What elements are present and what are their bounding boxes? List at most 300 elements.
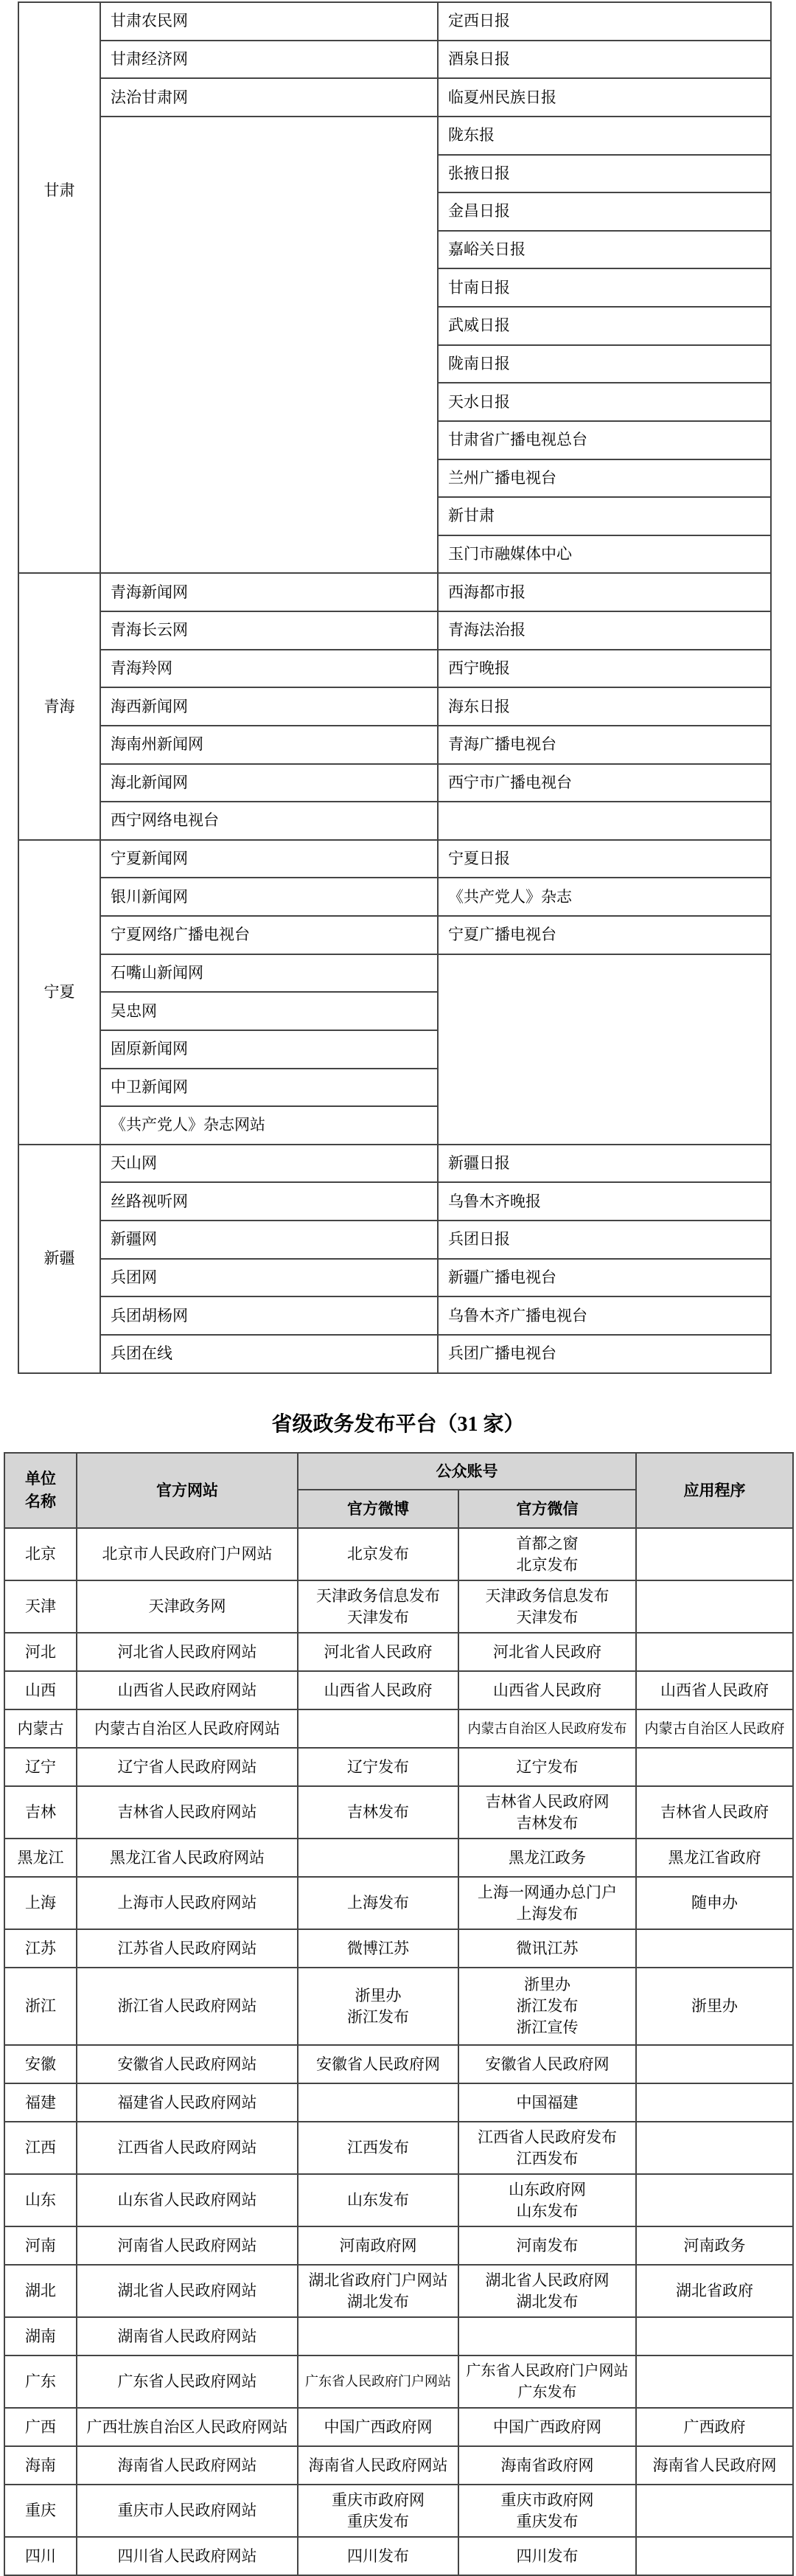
app-cell-line: 河南政务 — [683, 2236, 746, 2254]
official-website-cell: 江苏省人民政府网站 — [77, 1929, 298, 1968]
app-cell-line: 海南省人民政府网 — [652, 2456, 777, 2474]
official-weibo-cell — [298, 2265, 458, 2317]
official-weibo-cell — [298, 1633, 458, 1671]
header-public-accounts: 公众账号 — [298, 1453, 636, 1490]
official-wechat-cell-line: 浙里办 — [524, 1976, 570, 1993]
unit-name-cell: 江苏 — [4, 1929, 77, 1968]
province-label: 青海 — [43, 697, 75, 715]
media-table-row — [18, 1182, 771, 1221]
gov-table-row — [4, 2122, 793, 2174]
official-weibo-cell-line: 安徽省人民政府网 — [316, 2055, 440, 2073]
official-weibo-cell-line: 山东发布 — [347, 2191, 409, 2209]
unit-name-cell: 北京 — [4, 1528, 77, 1580]
official-wechat-cell — [458, 1877, 636, 1929]
official-wechat-cell-line: 中国福建 — [516, 2093, 579, 2111]
media-table-body — [18, 2, 771, 1373]
website-cell: 吴忠网 — [100, 992, 438, 1030]
newspaper-cell: 西宁市广播电视台 — [438, 764, 771, 802]
unit-name-cell: 辽宁 — [4, 1748, 77, 1786]
app-cell-line: 吉林省人民政府 — [660, 1803, 769, 1821]
official-wechat-cell-line: 重庆市政府网 — [500, 2490, 594, 2509]
official-website-cell: 北京市人民政府门户网站 — [77, 1528, 298, 1580]
official-wechat-cell-line: 北京发布 — [516, 1555, 579, 1574]
app-cell — [636, 2408, 793, 2446]
app-cell — [636, 1748, 793, 1786]
gov-table-row — [4, 2408, 793, 2446]
newspaper-cell: 《共产党人》杂志 — [438, 878, 771, 916]
official-weibo-cell-line: 江西发布 — [347, 2139, 409, 2156]
official-wechat-cell-line: 黑龙江政务 — [509, 1848, 586, 1867]
app-cell — [636, 1968, 793, 2045]
unit-name-cell: 湖南 — [4, 2317, 77, 2355]
unit-name-cell: 安徽 — [4, 2045, 77, 2083]
newspaper-cell: 青海法治报 — [438, 611, 771, 650]
official-weibo-cell — [298, 1968, 458, 2045]
newspaper-cell: 嘉峪关日报 — [438, 231, 771, 269]
gov-table-row — [4, 2537, 793, 2575]
app-cell-line: 黑龙江省政府 — [668, 1848, 761, 1867]
official-weibo-cell — [298, 2045, 458, 2083]
official-weibo-cell-line: 吉林发布 — [347, 1803, 409, 1821]
official-weibo-cell — [298, 1709, 458, 1748]
app-cell-line: 浙里办 — [691, 1997, 738, 2015]
header-official-website: 官方网站 — [77, 1453, 298, 1528]
official-weibo-cell — [298, 1877, 458, 1929]
official-weibo-cell-line: 辽宁发布 — [347, 1757, 409, 1776]
unit-name-cell: 四川 — [4, 2537, 77, 2575]
official-wechat-cell — [458, 2446, 636, 2485]
unit-name-cell: 吉林 — [4, 1786, 77, 1839]
media-table-row — [18, 802, 771, 840]
gov-table-row — [4, 1839, 793, 1877]
media-table-row — [18, 878, 771, 916]
official-wechat-cell — [458, 2408, 636, 2446]
official-weibo-cell — [298, 1786, 458, 1839]
official-wechat-cell-line: 海南省政府网 — [500, 2456, 594, 2474]
newspaper-cell: 临夏州民族日报 — [438, 78, 771, 117]
official-website-cell: 浙江省人民政府网站 — [77, 1968, 298, 2045]
official-website-cell: 山西省人民政府网站 — [77, 1671, 298, 1709]
media-table-row — [18, 650, 771, 688]
gov-table-row — [4, 2265, 793, 2317]
official-weibo-cell-line: 浙里办 — [355, 1986, 402, 2004]
official-weibo-cell-line: 北京发布 — [347, 1545, 409, 1563]
newspaper-cell — [438, 802, 771, 840]
official-wechat-cell-line: 山东发布 — [516, 2201, 579, 2220]
province-label: 宁夏 — [43, 982, 75, 1001]
unit-name-cell: 江西 — [4, 2122, 77, 2174]
header-official-wechat: 官方微信 — [458, 1490, 636, 1528]
gov-table-row — [4, 2317, 793, 2355]
unit-name-cell: 海南 — [4, 2446, 77, 2485]
app-cell — [636, 2317, 793, 2355]
unit-name-cell: 广东 — [4, 2355, 77, 2408]
official-wechat-cell-line: 吉林发布 — [516, 1813, 579, 1832]
provincial-media-table — [18, 1, 772, 1374]
official-weibo-cell-line: 浙江发布 — [347, 2007, 409, 2026]
official-wechat-cell — [458, 2083, 636, 2122]
official-weibo-cell — [298, 2226, 458, 2265]
newspaper-cell: 西宁晚报 — [438, 650, 771, 688]
newspaper-cell: 新甘肃 — [438, 497, 771, 535]
unit-name-cell: 河北 — [4, 1633, 77, 1671]
newspaper-cell: 兵团广播电视台 — [438, 1335, 771, 1373]
website-cell: 西宁网络电视台 — [100, 802, 438, 840]
official-website-cell: 湖北省人民政府网站 — [77, 2265, 298, 2317]
app-cell — [636, 1580, 793, 1633]
app-cell-line: 内蒙古自治区人民政府 — [644, 1721, 785, 1737]
unit-name-cell: 河南 — [4, 2226, 77, 2265]
official-website-cell: 上海市人民政府网站 — [77, 1877, 298, 1929]
media-table-row — [18, 117, 771, 155]
app-cell — [636, 2485, 793, 2537]
newspaper-cell: 甘南日报 — [438, 268, 771, 307]
official-wechat-cell — [458, 1748, 636, 1786]
official-weibo-cell — [298, 1748, 458, 1786]
website-cell: 宁夏网络广播电视台 — [100, 916, 438, 954]
province-label: 甘肃 — [43, 181, 75, 199]
media-table-row — [18, 1259, 771, 1297]
app-cell — [636, 1877, 793, 1929]
official-weibo-cell-line: 重庆市政府网 — [332, 2490, 425, 2509]
official-website-cell: 江西省人民政府网站 — [77, 2122, 298, 2174]
province-cell — [18, 573, 100, 839]
official-wechat-cell — [458, 1786, 636, 1839]
media-table-row — [18, 1296, 771, 1335]
website-cell: 兵团在线 — [100, 1335, 438, 1373]
official-wechat-cell-line: 广东发布 — [517, 2384, 577, 2400]
website-cell: 银川新闻网 — [100, 878, 438, 916]
official-wechat-cell — [458, 2122, 636, 2174]
app-cell — [636, 1528, 793, 1580]
website-cell: 中卫新闻网 — [100, 1069, 438, 1107]
unit-name-cell: 内蒙古 — [4, 1709, 77, 1748]
app-cell — [636, 1839, 793, 1877]
newspaper-cell: 甘肃省广播电视总台 — [438, 421, 771, 459]
media-table-row — [18, 1221, 771, 1259]
media-table-row — [18, 41, 771, 79]
app-cell — [636, 2045, 793, 2083]
app-cell-line: 山西省人民政府 — [660, 1681, 769, 1699]
app-cell — [636, 2226, 793, 2265]
media-table-row — [18, 1145, 771, 1183]
unit-name-cell: 湖北 — [4, 2265, 77, 2317]
newspaper-cell: 金昌日报 — [438, 192, 771, 231]
website-cell: 《共产党人》杂志网站 — [100, 1106, 438, 1145]
official-weibo-cell — [298, 2485, 458, 2537]
official-website-cell: 山东省人民政府网站 — [77, 2174, 298, 2226]
website-cell: 青海羚网 — [100, 650, 438, 688]
official-weibo-cell-line: 海南省人民政府网站 — [308, 2456, 448, 2474]
official-weibo-cell — [298, 2317, 458, 2355]
official-weibo-cell-line: 中国广西政府网 — [324, 2417, 433, 2436]
media-table-row — [18, 687, 771, 726]
gov-table-row — [4, 1929, 793, 1968]
official-weibo-cell — [298, 1528, 458, 1580]
gov-table-row — [4, 1528, 793, 1580]
official-wechat-cell — [458, 1580, 636, 1633]
official-website-cell: 黑龙江省人民政府网站 — [77, 1839, 298, 1877]
newspaper-cell: 定西日报 — [438, 2, 771, 41]
official-wechat-cell — [458, 2485, 636, 2537]
official-wechat-cell-line: 河北省人民政府 — [493, 1642, 601, 1661]
official-wechat-cell-line: 辽宁发布 — [516, 1757, 579, 1776]
official-website-cell: 河北省人民政府网站 — [77, 1633, 298, 1671]
official-weibo-cell-line: 上海发布 — [347, 1894, 409, 1912]
newspaper-cell: 玉门市融媒体中心 — [438, 535, 771, 574]
official-website-cell: 广东省人民政府网站 — [77, 2355, 298, 2408]
gov-table-row — [4, 1748, 793, 1786]
official-wechat-cell — [458, 1528, 636, 1580]
official-wechat-cell-line: 广东省人民政府门户网站 — [466, 2362, 629, 2379]
newspaper-cell: 天水日报 — [438, 383, 771, 421]
official-wechat-cell-line: 湖北省人民政府网 — [485, 2271, 610, 2289]
app-cell-line: 广西政府 — [683, 2417, 746, 2436]
app-cell — [636, 2083, 793, 2122]
official-wechat-cell — [458, 2355, 636, 2408]
website-cell: 海北新闻网 — [100, 764, 438, 802]
official-weibo-cell — [298, 1671, 458, 1709]
official-weibo-cell-line: 湖北省政府门户网站 — [308, 2271, 448, 2289]
gov-table-row — [4, 2174, 793, 2226]
gov-table-row — [4, 1633, 793, 1671]
unit-name-cell: 浙江 — [4, 1968, 77, 2045]
unit-name-cell: 山东 — [4, 2174, 77, 2226]
official-website-cell: 河南省人民政府网站 — [77, 2226, 298, 2265]
app-cell — [636, 1671, 793, 1709]
official-wechat-cell-line: 微讯江苏 — [516, 1939, 579, 1957]
gov-table-header — [4, 1453, 793, 1528]
official-wechat-cell — [458, 1839, 636, 1877]
official-wechat-cell-line: 中国广西政府网 — [493, 2417, 601, 2436]
official-weibo-cell-line: 四川发布 — [347, 2547, 409, 2565]
official-wechat-cell-line: 江西省人民政府发布 — [478, 2128, 617, 2146]
unit-name-cell: 天津 — [4, 1580, 77, 1633]
header-app: 应用程序 — [636, 1453, 793, 1528]
official-wechat-cell — [458, 2174, 636, 2226]
official-wechat-cell — [458, 1968, 636, 2045]
official-website-cell: 辽宁省人民政府网站 — [77, 1748, 298, 1786]
newspaper-cell: 武威日报 — [438, 307, 771, 345]
app-cell — [636, 1709, 793, 1748]
website-cell: 兵团网 — [100, 1259, 438, 1297]
newspaper-cell: 新疆日报 — [438, 1145, 771, 1183]
province-label: 新疆 — [43, 1249, 75, 1268]
official-wechat-cell-line: 河南发布 — [516, 2236, 579, 2254]
gov-table-row — [4, 2083, 793, 2122]
website-cell: 海南州新闻网 — [100, 726, 438, 764]
official-website-cell: 吉林省人民政府网站 — [77, 1786, 298, 1839]
media-table-row — [18, 954, 771, 993]
gov-table-row — [4, 2355, 793, 2408]
media-table-row — [18, 573, 771, 611]
official-weibo-cell — [298, 2122, 458, 2174]
official-wechat-cell-line: 天津发布 — [516, 1608, 579, 1626]
official-weibo-cell-line: 天津发布 — [347, 1608, 409, 1626]
province-cell — [18, 2, 100, 573]
newspaper-cell: 新疆广播电视台 — [438, 1259, 771, 1297]
province-cell — [18, 1145, 100, 1373]
app-cell — [636, 2122, 793, 2174]
gov-table-row — [4, 1786, 793, 1839]
gov-table-row — [4, 1709, 793, 1748]
official-wechat-cell-line: 上海一网通办总门户 — [478, 1883, 617, 1901]
newspaper-cell: 兰州广播电视台 — [438, 459, 771, 498]
official-weibo-cell — [298, 2174, 458, 2226]
official-wechat-cell-line: 浙江宣传 — [516, 2018, 579, 2036]
gov-table-row — [4, 2485, 793, 2537]
official-wechat-cell — [458, 1671, 636, 1709]
website-cell: 甘肃农民网 — [100, 2, 438, 41]
website-cell: 宁夏新闻网 — [100, 840, 438, 878]
newspaper-cell: 宁夏广播电视台 — [438, 916, 771, 954]
app-cell-line: 湖北省政府 — [676, 2282, 753, 2299]
media-table-row — [18, 611, 771, 650]
official-weibo-cell — [298, 2446, 458, 2485]
official-website-cell: 安徽省人民政府网站 — [77, 2045, 298, 2083]
official-weibo-cell — [298, 1580, 458, 1633]
official-weibo-cell — [298, 1929, 458, 1968]
newspaper-cell: 西海都市报 — [438, 573, 771, 611]
official-wechat-cell-line: 山东政府网 — [509, 2180, 586, 2198]
official-wechat-cell-line: 湖北发布 — [516, 2292, 579, 2311]
media-table-row — [18, 726, 771, 764]
app-cell — [636, 2446, 793, 2485]
gov-table-row — [4, 2226, 793, 2265]
app-cell — [636, 2265, 793, 2317]
official-weibo-cell-line: 天津政务信息发布 — [316, 1586, 440, 1605]
media-table-row — [18, 2, 771, 41]
newspaper-cell: 陇南日报 — [438, 345, 771, 383]
unit-name-cell: 上海 — [4, 1877, 77, 1929]
official-wechat-cell-line: 天津政务信息发布 — [485, 1586, 610, 1605]
unit-name-cell: 重庆 — [4, 2485, 77, 2537]
header-unit-name: 单位名称 — [4, 1453, 77, 1528]
official-wechat-cell-line: 吉林省人民政府网 — [485, 1792, 610, 1811]
official-website-cell: 海南省人民政府网站 — [77, 2446, 298, 2485]
official-weibo-cell-line: 重庆发布 — [347, 2512, 409, 2530]
official-wechat-cell — [458, 1709, 636, 1748]
official-weibo-cell-line: 微博江苏 — [347, 1939, 409, 1957]
app-cell — [636, 1633, 793, 1671]
official-website-cell: 湖南省人民政府网站 — [77, 2317, 298, 2355]
gov-table-row — [4, 1580, 793, 1633]
official-wechat-cell — [458, 1633, 636, 1671]
official-website-cell: 内蒙古自治区人民政府网站 — [77, 1709, 298, 1748]
official-wechat-cell — [458, 2265, 636, 2317]
official-weibo-cell-line: 湖北发布 — [347, 2292, 409, 2311]
app-cell — [636, 2355, 793, 2408]
website-cell: 法治甘肃网 — [100, 78, 438, 117]
website-cell: 天山网 — [100, 1145, 438, 1183]
newspaper-merged-empty-cell — [438, 954, 771, 1145]
official-wechat-cell-line: 浙江发布 — [516, 1997, 579, 2015]
app-cell — [636, 1929, 793, 1968]
unit-name-cell: 广西 — [4, 2408, 77, 2446]
media-table-row — [18, 764, 771, 802]
gov-table-row — [4, 1671, 793, 1709]
gov-platform-table-title: 省级政务发布平台（31 家） — [271, 1413, 525, 1436]
app-cell — [636, 2537, 793, 2575]
website-cell: 石嘴山新闻网 — [100, 954, 438, 993]
official-weibo-cell — [298, 2083, 458, 2122]
official-weibo-cell — [298, 2408, 458, 2446]
gov-table-row — [4, 2446, 793, 2485]
website-cell: 青海新闻网 — [100, 573, 438, 611]
newspaper-cell: 海东日报 — [438, 687, 771, 726]
official-wechat-cell-line: 内蒙古自治区人民政府发布 — [467, 1721, 627, 1736]
official-weibo-cell-line: 广东省人民政府门户网站 — [305, 2374, 451, 2389]
official-wechat-cell — [458, 1929, 636, 1968]
official-wechat-cell-line: 四川发布 — [516, 2547, 579, 2565]
media-table-row — [18, 916, 771, 954]
official-website-cell: 天津政务网 — [77, 1580, 298, 1633]
official-wechat-cell-line: 山西省人民政府 — [493, 1681, 601, 1699]
official-website-cell: 福建省人民政府网站 — [77, 2083, 298, 2122]
newspaper-cell: 陇东报 — [438, 117, 771, 155]
official-weibo-cell-line: 河南政府网 — [339, 2236, 417, 2254]
media-table-row — [18, 1335, 771, 1373]
official-wechat-cell — [458, 2317, 636, 2355]
newspaper-cell: 乌鲁木齐广播电视台 — [438, 1296, 771, 1335]
gov-platform-table — [4, 1452, 794, 2576]
newspaper-cell: 兵团日报 — [438, 1221, 771, 1259]
unit-name-cell: 福建 — [4, 2083, 77, 2122]
official-wechat-cell-line: 重庆发布 — [516, 2512, 579, 2530]
official-weibo-cell — [298, 2537, 458, 2575]
media-table-row — [18, 78, 771, 117]
website-cell: 甘肃经济网 — [100, 41, 438, 79]
official-website-cell: 广西壮族自治区人民政府网站 — [77, 2408, 298, 2446]
official-weibo-cell-line: 河北省人民政府 — [324, 1642, 433, 1661]
app-cell — [636, 2174, 793, 2226]
website-cell: 青海长云网 — [100, 611, 438, 650]
official-wechat-cell-line: 安徽省人民政府网 — [485, 2055, 610, 2073]
newspaper-cell: 乌鲁木齐晚报 — [438, 1182, 771, 1221]
website-cell: 固原新闻网 — [100, 1030, 438, 1069]
app-cell — [636, 1786, 793, 1839]
official-wechat-cell — [458, 2537, 636, 2575]
newspaper-cell: 张掖日报 — [438, 155, 771, 193]
official-wechat-cell-line: 上海发布 — [516, 1904, 579, 1923]
gov-table-row — [4, 2045, 793, 2083]
official-wechat-cell-line: 江西发布 — [516, 2149, 579, 2167]
header-official-weibo: 官方微博 — [298, 1490, 458, 1528]
official-wechat-cell — [458, 2045, 636, 2083]
official-weibo-cell — [298, 1839, 458, 1877]
official-website-cell: 四川省人民政府网站 — [77, 2537, 298, 2575]
official-wechat-cell — [458, 2226, 636, 2265]
newspaper-cell: 青海广播电视台 — [438, 726, 771, 764]
gov-table-body — [4, 1528, 793, 2575]
media-table-row — [18, 840, 771, 878]
newspaper-cell: 宁夏日报 — [438, 840, 771, 878]
official-weibo-cell-line: 山西省人民政府 — [324, 1681, 433, 1699]
app-cell-line: 随申办 — [691, 1894, 738, 1912]
official-website-cell: 重庆市人民政府网站 — [77, 2485, 298, 2537]
newspaper-cell: 酒泉日报 — [438, 41, 771, 79]
gov-table-row — [4, 1968, 793, 2045]
unit-name-cell: 山西 — [4, 1671, 77, 1709]
official-weibo-cell — [298, 2355, 458, 2408]
website-cell: 兵团胡杨网 — [100, 1296, 438, 1335]
website-cell: 丝路视听网 — [100, 1182, 438, 1221]
official-wechat-cell-line: 首都之窗 — [516, 1534, 579, 1552]
unit-name-cell: 黑龙江 — [4, 1839, 77, 1877]
province-cell — [18, 840, 100, 1145]
gov-table-row — [4, 1877, 793, 1929]
website-merged-empty-cell — [100, 117, 438, 574]
